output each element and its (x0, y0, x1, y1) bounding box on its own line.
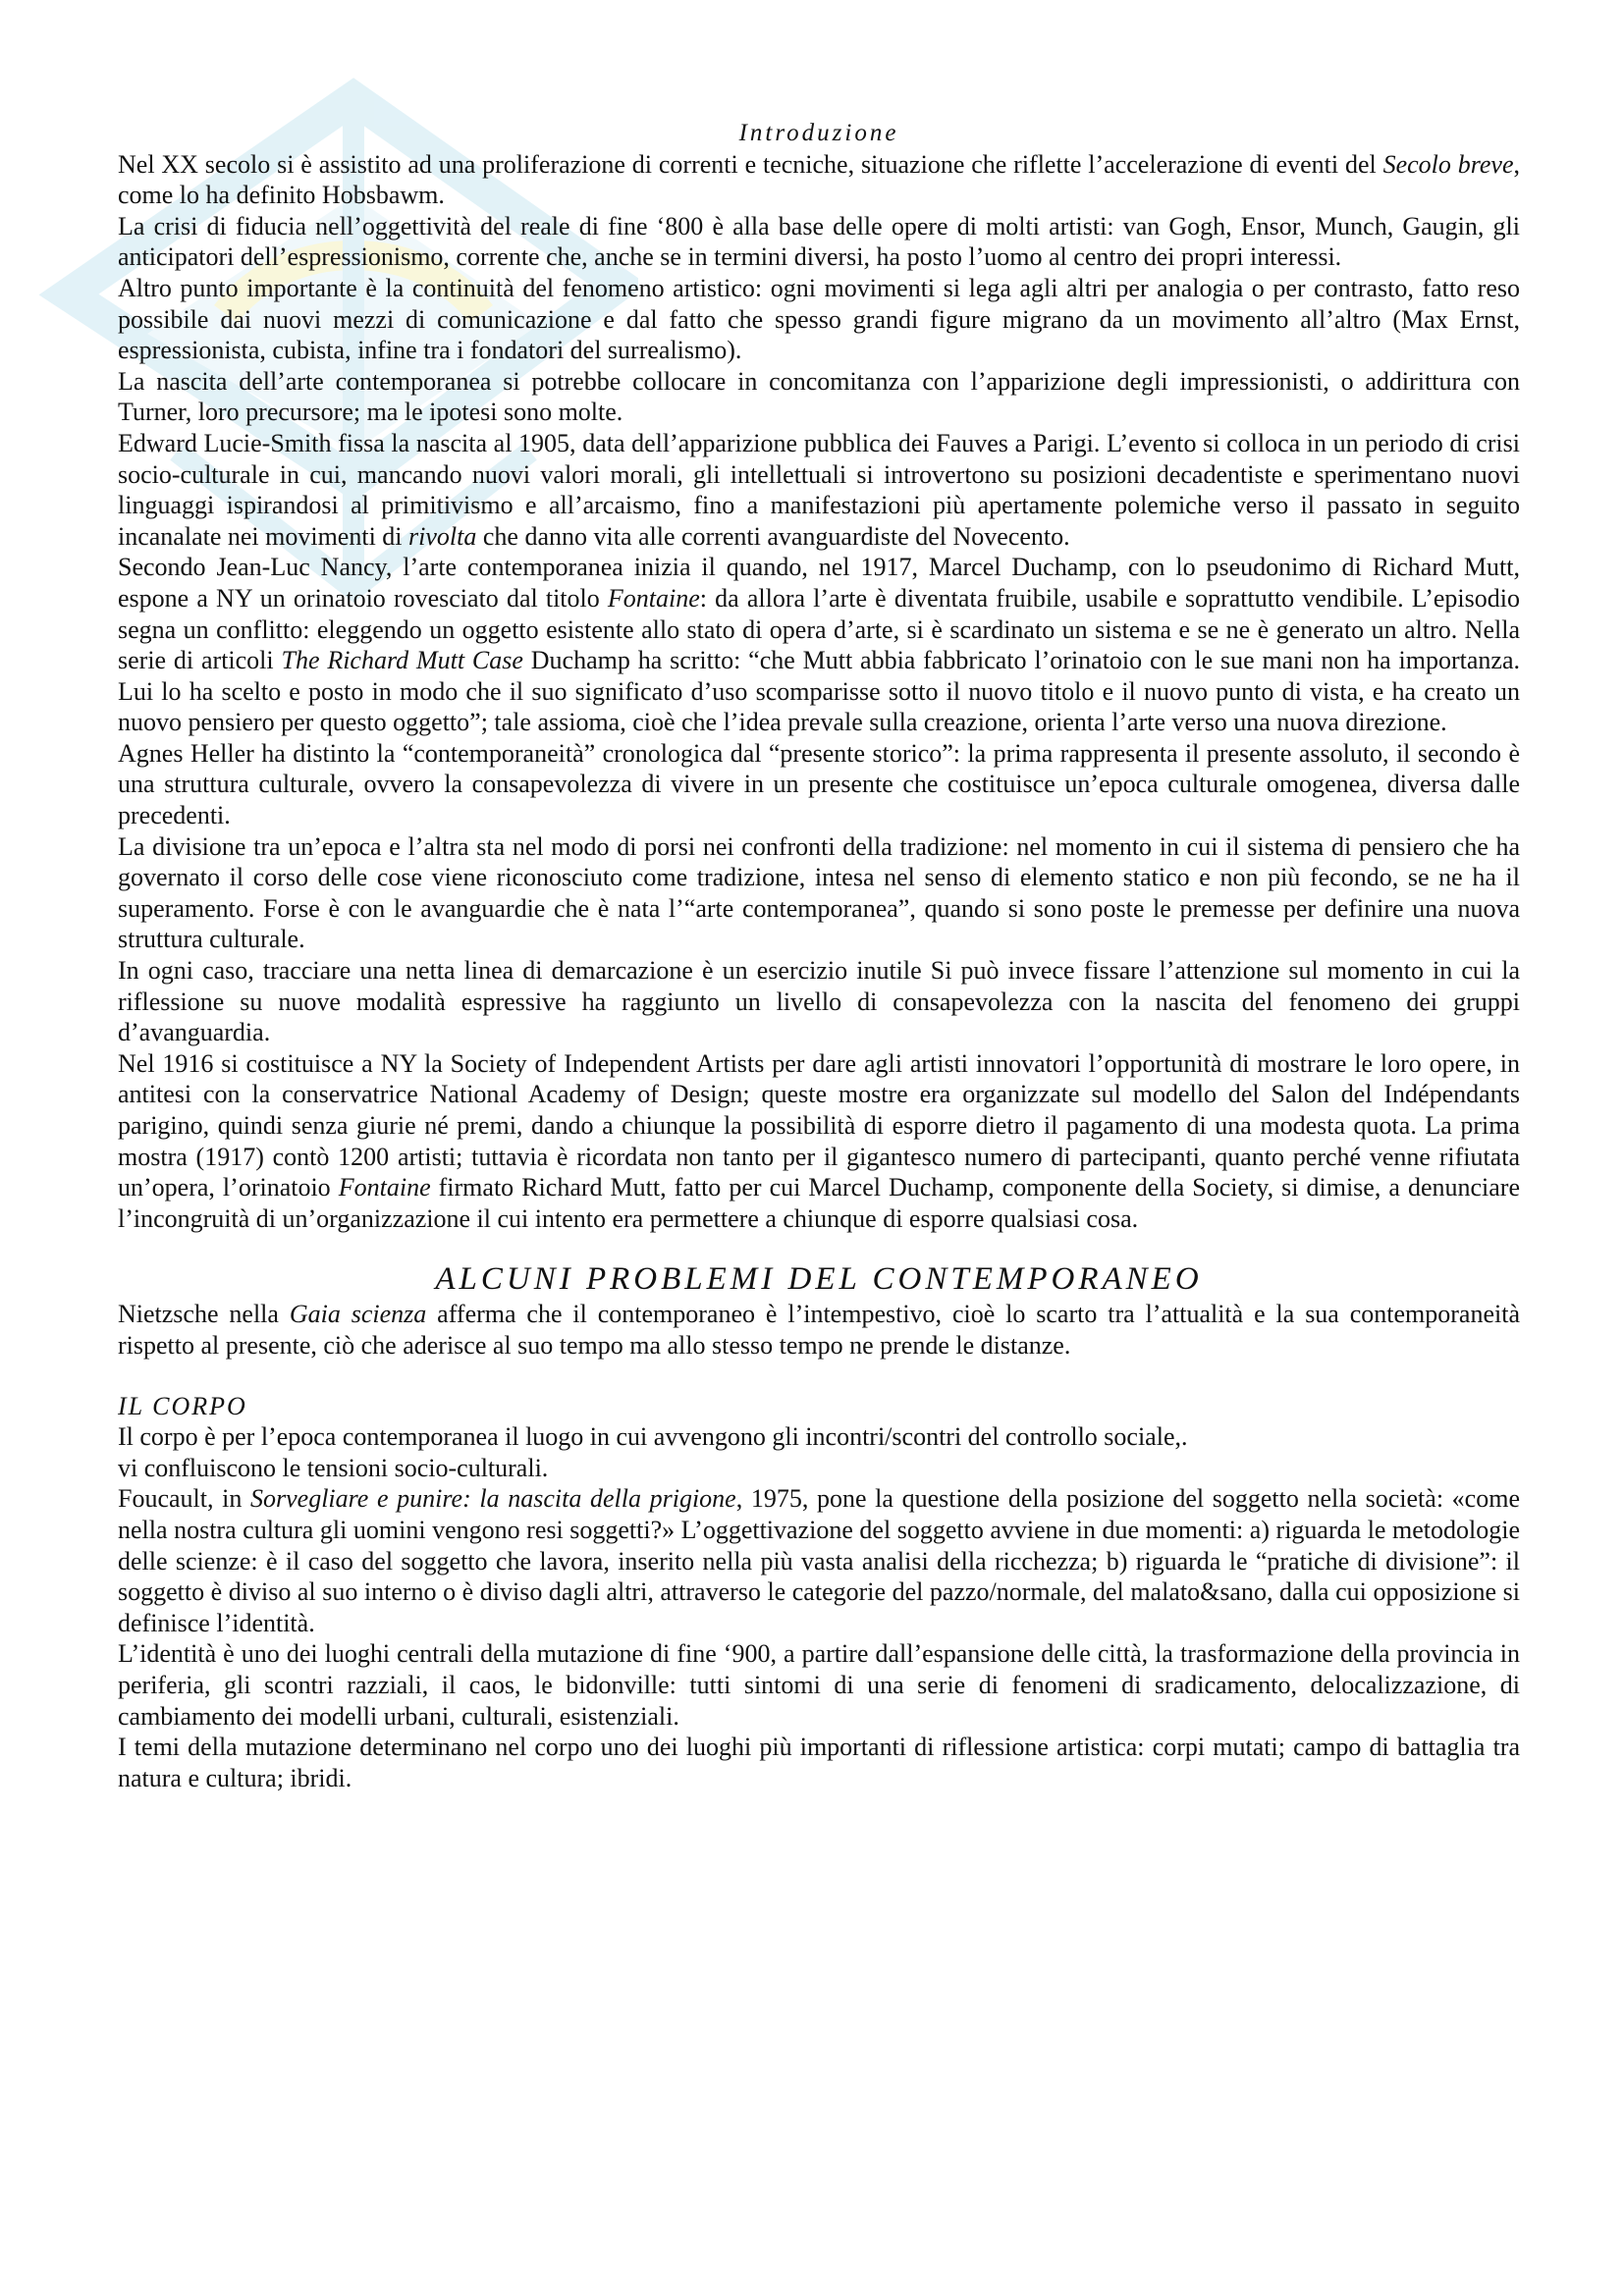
section-title: ALCUNI PROBLEMI DEL CONTEMPORANEO (435, 1261, 1203, 1298)
intro-title: Introduzione (738, 120, 899, 146)
paragraph-12: Il corpo è per l’epoca contemporanea il luogo in cui avvengono gli incontri/scontri del controllo sociale,. (118, 1422, 1188, 1452)
emphasis: The Richard Mutt Case (281, 646, 523, 675)
paragraph-13: vi confluiscono le tensioni socio-culturali. (118, 1453, 549, 1482)
paragraph-4: La nascita dell’arte contemporanea si potrebbe collocare in concomitanza con l’apparizione degli impressionisti, o addirittura con Turner, loro precursore; ma le ipotesi sono molte. (118, 366, 1520, 427)
emphasis: Fontaine (338, 1173, 431, 1202)
paragraph-8: La divisione tra un’epoca e l’altra sta nel modo di porsi nei confronti della tradizione: nel momento in cui il sistema di pensiero che ha governato il corso delle cose viene riconosciuto come tradizione, intesa nel senso di elemento statico e non più fecondo, se ne ha il superamento. Forse è con le avanguardie che è nata l’“arte contemporanea”, quando si sono poste le premesse per definire una nuova struttura culturale. (118, 831, 1520, 954)
paragraph-9: In ogni caso, tracciare una netta linea di demarcazione è un esercizio inutile Si può invece fissare l’attenzione sul momento in cui la riflessione su nuove modalità espressive ha raggiunto un livello di consapevolezza con la nascita del fenomeno dei gruppi d’avanguardia. (118, 956, 1520, 1047)
paragraph-10: Nel 1916 si costituisce a NY la Society of Independent Artists per dare agli artisti innovatori l’opportunità di mostrare le loro opere, in antitesi con la conservatrice National Academy of Design; queste mostre era organizzate sul modello del Salon del Indépendants parigino, quindi senza giurie né premi, dando a chiunque la possibilità di esporre dietro il pagamento di una modesta quota. La prima mostra (1917) contò 1200 artisti; tuttavia è ricordata non tanto per il gigantesco numero di partecipanti, quanto perché venne rifiutata un’opera, l’orinatoio Fontaine firmato Richard Mutt, fatto per cui Marcel Duchamp, componente della Society, si dimise, a denunciare l’incongruità di un’organizzazione il cui intento era permettere a chiunque di esporre qualsiasi cosa. (118, 1048, 1520, 1233)
paragraph-14: Foucault, in Sorvegliare e punire: la nascita della prigione, 1975, pone la questione della posizione del soggetto nella società: «come nella nostra cultura gli uomini vengono resi soggetti?» L’oggettivazione del soggetto avviene in due momenti: a) riguarda le metodologie delle scienze: è il caso del soggetto che lavora, inserito nella più vasta analisi della ricchezza; b) riguarda le “pratiche di divisione”: il soggetto è diviso al suo interno o è diviso dagli altri, attraverso le categorie del pazzo/normale, del malato&sano, dalla cui opposizione si definisce l’identità. (118, 1484, 1520, 1637)
paragraph-3: Altro punto importante è la continuità del fenomeno artistico: ogni movimenti si lega agli altri per analogia o per contrasto, fatto reso possibile dai nuovi mezzi di comunicazione e dal fatto che spesso grandi figure migrano da un movimento all’altro (Max Ernst, espressionista, cubista, infine tra i fondatori del surrealismo). (118, 273, 1520, 365)
document-page (118, 118, 1520, 1793)
subsection-title: IL CORPO (118, 1391, 247, 1420)
emphasis: Secolo breve (1382, 149, 1514, 179)
paragraph-6: Secondo Jean-Luc Nancy, l’arte contemporanea inizia il quando, nel 1917, Marcel Duchamp, con lo pseudonimo di Richard Mutt, espone a NY un orinatoio rovesciato dal titolo Fontaine: da allora l’arte è diventata fruibile, usabile e soprattutto vendibile. L’episodio segna un conflitto: eleggendo un oggetto esistente allo stato di opera d’arte, si è scardinato un sistema e se ne è generato un altro. Nella serie di articoli The Richard Mutt Case Duchamp ha scritto: “che Mutt abbia fabbricato l’orinatoio con le sue mani non ha importanza. Lui lo ha scelto e posto in modo che il suo significato d’uso scomparisse sotto il nuovo titolo e il nuovo punto di vista, e ha creato un nuovo pensiero per questo oggetto”; tale assioma, cioè che l’idea prevale sulla creazione, orienta l’arte verso una nuova direzione. (118, 553, 1521, 737)
emphasis: Sorvegliare e punire: la nascita della prigione (250, 1484, 736, 1514)
emphasis: rivolta (408, 521, 477, 551)
paragraph-5: Edward Lucie-Smith fissa la nascita al 1905, data dell’apparizione pubblica dei Fauves a Parigi. L’evento si colloca in un periodo di crisi socio-culturale in cui, mancando nuovi valori morali, gli intellettuali si introvertono su posizioni decadentiste e sperimentano nuovi linguaggi ispirandosi al primitivismo e all’arcaismo, fino a manifestazioni più apertamente polemiche verso il passato in seguito incanalate nei movimenti di rivolta che danno vita alle correnti avanguardiste del Novecento. (118, 428, 1520, 551)
paragraph-16: I temi della mutazione determinano nel corpo uno dei luoghi più importanti di riflessione artistica: corpi mutati; campo di battaglia tra natura e cultura; ibridi. (118, 1733, 1520, 1792)
paragraph-11: Nietzsche nella Gaia scienza afferma che il contemporaneo è l’intempestivo, cioè lo scarto tra l’attualità e la sua contemporaneità rispetto al presente, ciò che aderisce al suo tempo ma allo stesso tempo ne prende le distanze. (118, 1300, 1521, 1360)
emphasis: Fontaine (607, 583, 700, 613)
paragraph-1: Nel XX secolo si è assistito ad una proliferazione di correnti e tecniche, situazione che riflette l’accelerazione di eventi del Secolo breve, come lo ha definito Hobsbawm. (118, 149, 1520, 210)
emphasis: Gaia scienza (289, 1300, 427, 1329)
paragraph-7: Agnes Heller ha distinto la “contemporaneità” cronologica dal “presente storico”: la prima rappresenta il presente assoluto, il secondo è una struttura culturale, ovvero la consapevolezza di vivere in un presente che costituisce un’epoca culturale omogenea, diversa dalle precedenti. (118, 738, 1520, 830)
paragraph-2: La crisi di fiducia nell’oggettività del reale di fine ‘800 è alla base delle opere di molti artisti: van Gogh, Ensor, Munch, Gaugin, gli anticipatori dell’espressionismo, corrente che, anche se in termini diversi, ha posto l’uomo al centro dei propri interessi. (118, 211, 1520, 272)
paragraph-15: L’identità è uno dei luoghi centrali della mutazione di fine ‘900, a partire dall’espansione delle città, la trasformazione della provincia in periferia, gli scontri razziali, il caos, le bidonville: tutti sintomi di una serie di fenomeni di sradicamento, delocalizzazione, di cambiamento dei modelli urbani, culturali, esistenziali. (118, 1639, 1520, 1731)
